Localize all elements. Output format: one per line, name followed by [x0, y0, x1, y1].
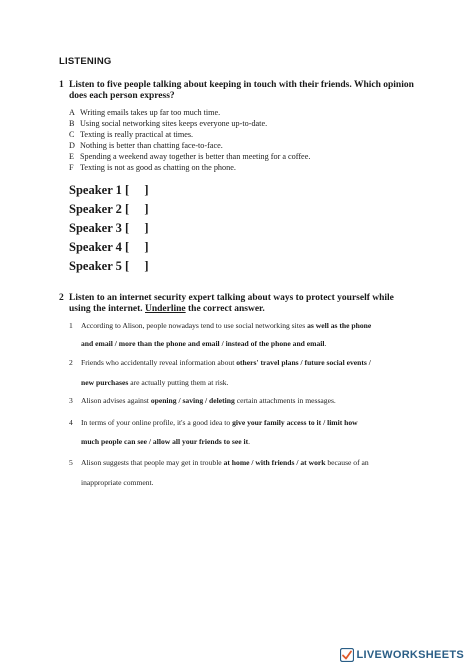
- option-text: Texting is really practical at times.: [80, 130, 194, 139]
- speaker-3-label: Speaker 3 [: [69, 221, 130, 235]
- bracket-close: ]: [144, 240, 149, 254]
- item-text: .: [324, 339, 327, 348]
- speaker-5-row: [69, 259, 148, 274]
- brand-name: LIVEWORKSHEETS: [356, 649, 464, 661]
- item-text: because of an: [325, 458, 369, 467]
- item-4-line-2: [81, 437, 250, 446]
- speaker-5-label: Speaker 5 [: [69, 259, 130, 273]
- item-3-number: 3: [69, 396, 73, 405]
- answer-choices[interactable]: new purchases: [81, 378, 129, 387]
- option-text: Using social networking sites keeps everyone up-to-date.: [80, 119, 268, 128]
- speaker-2-label: Speaker 2 [: [69, 202, 130, 216]
- item-3-line-1: [81, 396, 336, 405]
- item-1-line-2: [81, 339, 326, 348]
- question-2-line-1: Listen to an internet security expert talking about ways to protect yourself while: [69, 293, 394, 303]
- q2-line2-post: the correct answer.: [185, 304, 265, 314]
- item-2-line-2: [81, 378, 229, 387]
- item-2-number: 2: [69, 358, 73, 367]
- item-1-line-1: [81, 321, 371, 330]
- option-letter: B: [69, 119, 75, 128]
- option-letter: A: [69, 108, 75, 117]
- item-4-number: 4: [69, 418, 73, 427]
- option-text: Nothing is better than chatting face-to-face.: [80, 141, 223, 150]
- item-text: Alison suggests that people may get in trouble: [81, 458, 224, 467]
- speaker-1-row: [69, 183, 148, 198]
- answer-choices[interactable]: and email / more than the phone and email / instead of the phone and email: [81, 339, 325, 348]
- item-5-line-1: [81, 458, 369, 467]
- item-text: inappropriate comment.: [81, 478, 154, 487]
- answer-choices[interactable]: at home / with friends / at work: [223, 458, 326, 467]
- answer-choices[interactable]: as well as the phone: [307, 321, 372, 330]
- item-text: Friends who accidentally reveal information about: [81, 358, 237, 367]
- option-a: [69, 107, 310, 118]
- item-text: are actually putting them at risk.: [128, 378, 229, 387]
- bracket-close: ]: [144, 202, 149, 216]
- option-letter: E: [69, 152, 75, 161]
- question-2-text: [69, 293, 394, 315]
- liveworksheets-logo-icon: [340, 648, 354, 662]
- option-e: [69, 151, 310, 162]
- underline-keyword: Underline: [145, 304, 186, 314]
- question-2-number: 2: [59, 293, 64, 303]
- item-text: In terms of your online profile, it's a good idea to: [81, 418, 233, 427]
- option-c: [69, 129, 310, 140]
- speaker-4-row: [69, 240, 148, 255]
- bracket-close: ]: [144, 259, 149, 273]
- question-1-line-2: does each person express?: [69, 91, 175, 101]
- answer-choices[interactable]: give your family access to it / limit how: [232, 418, 358, 427]
- answer-choices[interactable]: opening / saving / deleting: [150, 396, 235, 405]
- bracket-close: ]: [144, 183, 149, 197]
- bracket-close: ]: [144, 221, 149, 235]
- question-1-line-1: Listen to five people talking about keeping in touch with their friends. Which opinion: [69, 80, 414, 90]
- option-letter: D: [69, 141, 75, 150]
- item-4-line-1: [81, 418, 358, 427]
- option-letter: F: [69, 163, 74, 172]
- option-text: Spending a weekend away together is better than meeting for a coffee.: [80, 152, 311, 161]
- item-text: certain attachments in messages.: [234, 396, 336, 405]
- question-2-line-2: [69, 304, 394, 315]
- speaker-3-row: [69, 221, 148, 236]
- section-heading: LISTENING: [59, 56, 112, 67]
- liveworksheets-watermark: [340, 647, 465, 663]
- answer-choices[interactable]: others' travel plans / future social events /: [236, 358, 371, 367]
- item-5-line-2: [81, 478, 154, 487]
- item-text: According to Alison, people nowadays tend to use social networking sites: [81, 321, 308, 330]
- option-b: [69, 118, 310, 129]
- item-1-number: 1: [69, 321, 73, 330]
- option-text: Writing emails takes up far too much time.: [80, 108, 221, 117]
- question-1-number: 1: [59, 80, 64, 90]
- option-text: Texting is not as good as chatting on the phone.: [80, 163, 236, 172]
- speaker-2-row: [69, 202, 148, 217]
- answer-choices[interactable]: much people can see / allow all your friends to see it: [81, 437, 249, 446]
- speaker-4-label: Speaker 4 [: [69, 240, 130, 254]
- option-f: [69, 162, 310, 173]
- question-1-text: [69, 80, 414, 102]
- item-5-number: 5: [69, 458, 73, 467]
- item-text: .: [248, 437, 251, 446]
- q2-line2-pre: using the internet.: [69, 304, 145, 314]
- option-d: [69, 140, 310, 151]
- item-text: Alison advises against: [81, 396, 151, 405]
- item-2-line-1: [81, 358, 371, 367]
- option-list: [69, 107, 310, 173]
- speaker-1-label: Speaker 1 [: [69, 183, 130, 197]
- option-letter: C: [69, 130, 75, 139]
